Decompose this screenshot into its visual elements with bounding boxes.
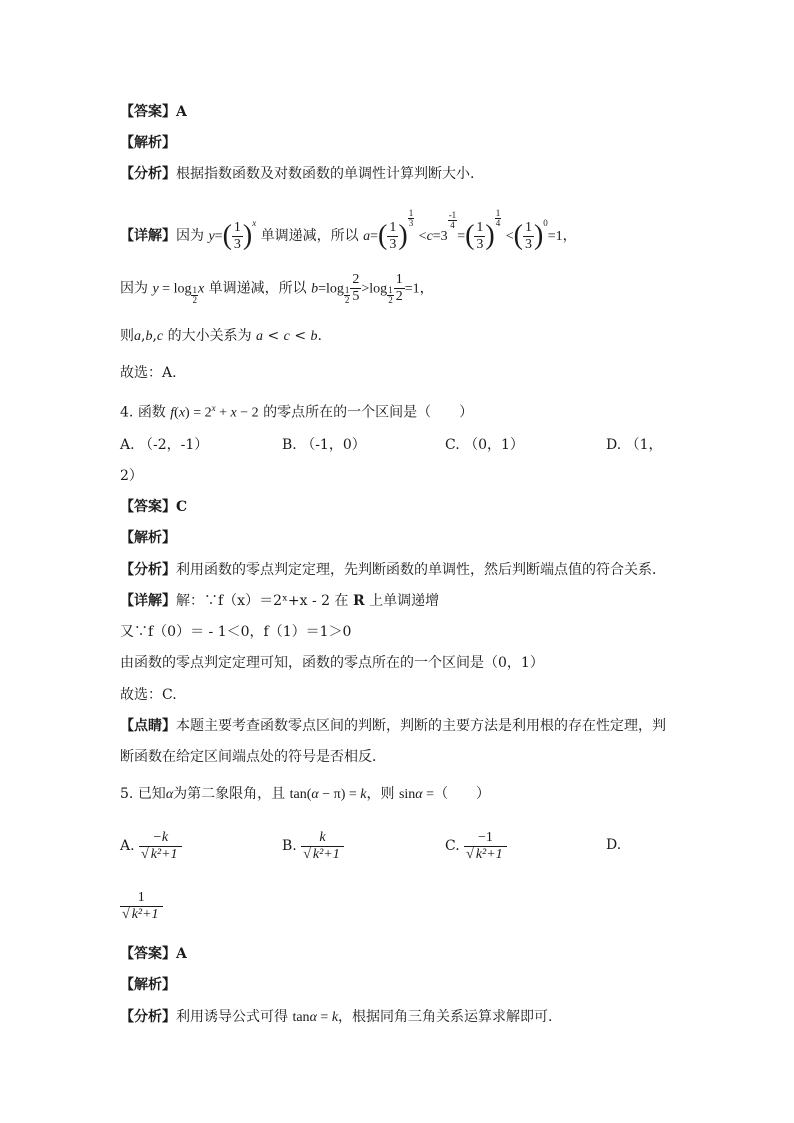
q3-choose: 故选：A. <box>120 365 177 381</box>
q4-option-a: A. （-2，-1） <box>120 437 209 453</box>
fenxi-label: 【分析】 <box>120 166 176 182</box>
fenxi-text: 利用函数的零点判定定理，先判断函数的单调性，然后判断端点值的符合关系． <box>176 562 666 578</box>
text-segment: . <box>317 328 322 344</box>
fenxi-label: 【分析】 <box>120 562 176 578</box>
dianjing-label: 【点睛】 <box>120 718 176 734</box>
text-segment: 函数 <box>137 404 166 421</box>
xiangjie-label: 【详解】 <box>120 228 176 244</box>
q3-xiangjie-2: 因为 y = log $\frac{1}{2}$ x 单调递减，所以 b=log $\frac{1}{2}$ $\frac{2}{5}$ >log $\frac{1}{2}$ $\frac{1}{2}$ =1， <box>120 272 434 305</box>
q4-option-d-cont: 2） <box>120 468 143 484</box>
text-segment: 解：∵f（x）＝2ˣ+x - 2 在 <box>176 593 349 609</box>
text-segment: 单调递减，所以 <box>260 228 359 244</box>
q5-option-d: D. <box>606 837 622 853</box>
text-segment: ， <box>562 228 577 244</box>
q3-fenxi <box>120 164 474 184</box>
q4-option-b: B. （-1，0） <box>282 437 366 453</box>
option-label: C. <box>445 838 460 854</box>
q5-option-b: B. $\frac{k}{\text{√ k²+1}}$ <box>282 828 344 864</box>
q4-line3: 由函数的零点判定定理可知，函数的零点所在的一个区间是（0，1） <box>120 655 544 671</box>
q4-choose: 故选：C. <box>120 687 177 703</box>
q4-xiangjie <box>120 591 439 611</box>
q5-option-d-value: $\frac{1}{\text{√ k²+1}}$ <box>120 888 163 924</box>
q5-option-c: C. $\frac{-1}{\text{√ k²+1}}$ <box>445 828 507 864</box>
q4-answer: 【答案】C <box>120 499 188 515</box>
math-expr: y <box>208 229 215 244</box>
fenxi-label: 【分析】 <box>120 1009 176 1025</box>
q3-analysis: 【解析】 <box>120 135 176 151</box>
q4-option-c: C. （0，1） <box>445 437 524 453</box>
q4-line2: 又∵f（0）＝ - 1＜0，f（1）＝1＞0 <box>120 624 352 640</box>
q5-option-a: A. $\frac{-k}{\text{√ k²+1}}$ <box>120 828 182 864</box>
q4-dianjing-cont: 断函数在给定区间端点处的符号是否相反． <box>120 749 386 765</box>
q4-analysis: 【解析】 <box>120 530 176 546</box>
q4-dianjing <box>120 716 666 736</box>
option-label: B. <box>282 838 297 854</box>
text-segment: 因为 <box>120 280 148 297</box>
text-segment: 则 <box>120 328 134 344</box>
text-segment: 已知 <box>137 786 166 802</box>
question-number: 4. <box>120 404 134 421</box>
text-segment: ，则 <box>366 786 395 802</box>
text-segment: 的大小关系为 <box>167 328 252 344</box>
xiangjie-label: 【详解】 <box>120 593 176 609</box>
text-segment: ，根据同角三角关系运算求解即可. <box>338 1009 553 1025</box>
option-label: A. <box>120 838 135 854</box>
q4-fenxi <box>120 560 666 580</box>
text-segment: （ ） <box>434 786 491 802</box>
text-segment: 单调递减，所以 <box>208 280 307 297</box>
q4-stem: 4. 函数 $f(x) = 2^x + x - 2$ 的零点所在的一个区间是（ ） <box>120 403 474 421</box>
text-segment: 上单调递增 <box>369 593 440 609</box>
text-segment: 的零点所在的一个区间是（ ） <box>263 404 474 421</box>
q4-option-d: D. （1， <box>606 437 663 453</box>
q5-stem: 5. 已知α为第二象限角，且 tan(α − π) = k，则 sinα =（ ） <box>120 786 491 802</box>
text-segment: 本题主要考查函数零点区间的判断，判断的主要方法是利用根的存在性定理，判 <box>176 718 666 734</box>
q3-xiangjie-1: 【详解】因为 y=( $\frac{1}{3}$ )$^x$ 单调递减，所以 a=( $\frac{1}{3}$ ) $\frac{1}{3}$ <c=3 $\frac{-1}{4}$ =( $\frac{1}{3}$ ) $\frac{1}{4}$ <( $\frac{1}{3}$ )$^0$=1， <box>120 208 577 252</box>
fenxi-text: 根据指数函数及对数函数的单调性计算判断大小. <box>176 166 475 182</box>
text-segment: R <box>353 593 365 609</box>
text-segment: 因为 <box>176 228 204 244</box>
q3-answer: 【答案】A <box>120 104 187 120</box>
question-number: 5. <box>120 786 134 802</box>
text-segment: ， <box>419 280 434 297</box>
q3-relation: 则a,b,c 的大小关系为 a < c < b. <box>120 328 322 344</box>
text-segment: 为第二象限角，且 <box>173 786 286 802</box>
text-segment: 利用诱导公式可得 <box>176 1009 288 1025</box>
q5-analysis: 【解析】 <box>120 977 176 993</box>
q5-fenxi: 【分析】利用诱导公式可得 tanα = k，根据同角三角关系运算求解即可. <box>120 1009 553 1025</box>
q5-answer: 【答案】A <box>120 946 187 962</box>
